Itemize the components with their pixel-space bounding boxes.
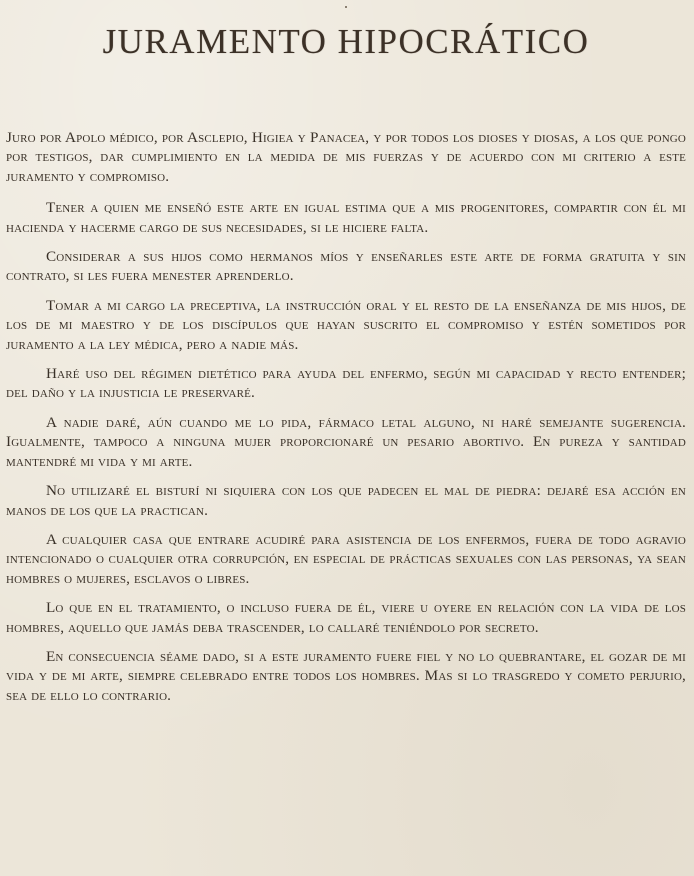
- paragraph: A nadie daré, aún cuando me lo pida, fármaco letal alguno, ni haré semejante sugerencia. Igualmente, tampoco a ninguna mujer proporcionaré un pesario abortivo. En pureza y santidad mantendré mi vida y mi arte.: [6, 413, 686, 470]
- ink-speck: [345, 6, 347, 8]
- document-title: JURAMENTO HIPOCRÁTICO: [102, 22, 590, 61]
- paragraph: No utilizaré el bisturí ni siquiera con los que padecen el mal de piedra: dejaré esa acción en manos de los que la practican.: [6, 482, 686, 519]
- paragraph: Tener a quien me enseñó este arte en igual estima que a mis progenitores, compartir con él mi hacienda y hacerme cargo de sus necesidades, si le hiciere falta.: [6, 199, 686, 236]
- paragraph: A cualquier casa que entrare acudiré para asistencia de los enfermos, fuera de todo agravio intencionado o cualquier otra corrupción, en especial de prácticas sexuales con las personas, ya sean hombres o mujeres, esclavos o libres.: [6, 530, 686, 587]
- paragraph: Lo que en el tratamiento, o incluso fuera de él, viere u oyere en relación con la vida de los hombres, aquello que jamás deba trascender, lo callaré teniéndolo por secreto.: [6, 599, 686, 636]
- paragraph: Haré uso del régimen dietético para ayuda del enfermo, según mi capacidad y recto entender; del daño y la injusticia le preservaré.: [6, 365, 686, 402]
- paragraph: Tomar a mi cargo la preceptiva, la instrucción oral y el resto de la enseñanza de mis hijos, de los de mi maestro y de los discípulos que hayan suscrito el compromiso y estén sometidos por juramento a la ley médica, pero a nadie más.: [6, 296, 686, 353]
- paragraph: Juro por Apolo médico, por Asclepio, Higiea y Panacea, y por todos los dioses y diosas, a los que pongo por testigos, dar cumplimiento en la medida de mis fuerzas y de acuerdo con mi criterio a este juramento y compromiso.: [6, 129, 686, 185]
- paragraph: En consecuencia séame dado, si a este juramento fuere fiel y no lo quebrantare, el gozar de mi vida y de mi arte, siempre celebrado entre todos los hombres. Mas si lo trasgredo y cometo perjurio, sea de ello lo contrario.: [6, 647, 686, 704]
- oath-body: [6, 128, 686, 705]
- paragraph: Considerar a sus hijos como hermanos míos y enseñarles este arte de forma gratuita y sin contrato, si les fuera menester aprenderlo.: [6, 248, 686, 285]
